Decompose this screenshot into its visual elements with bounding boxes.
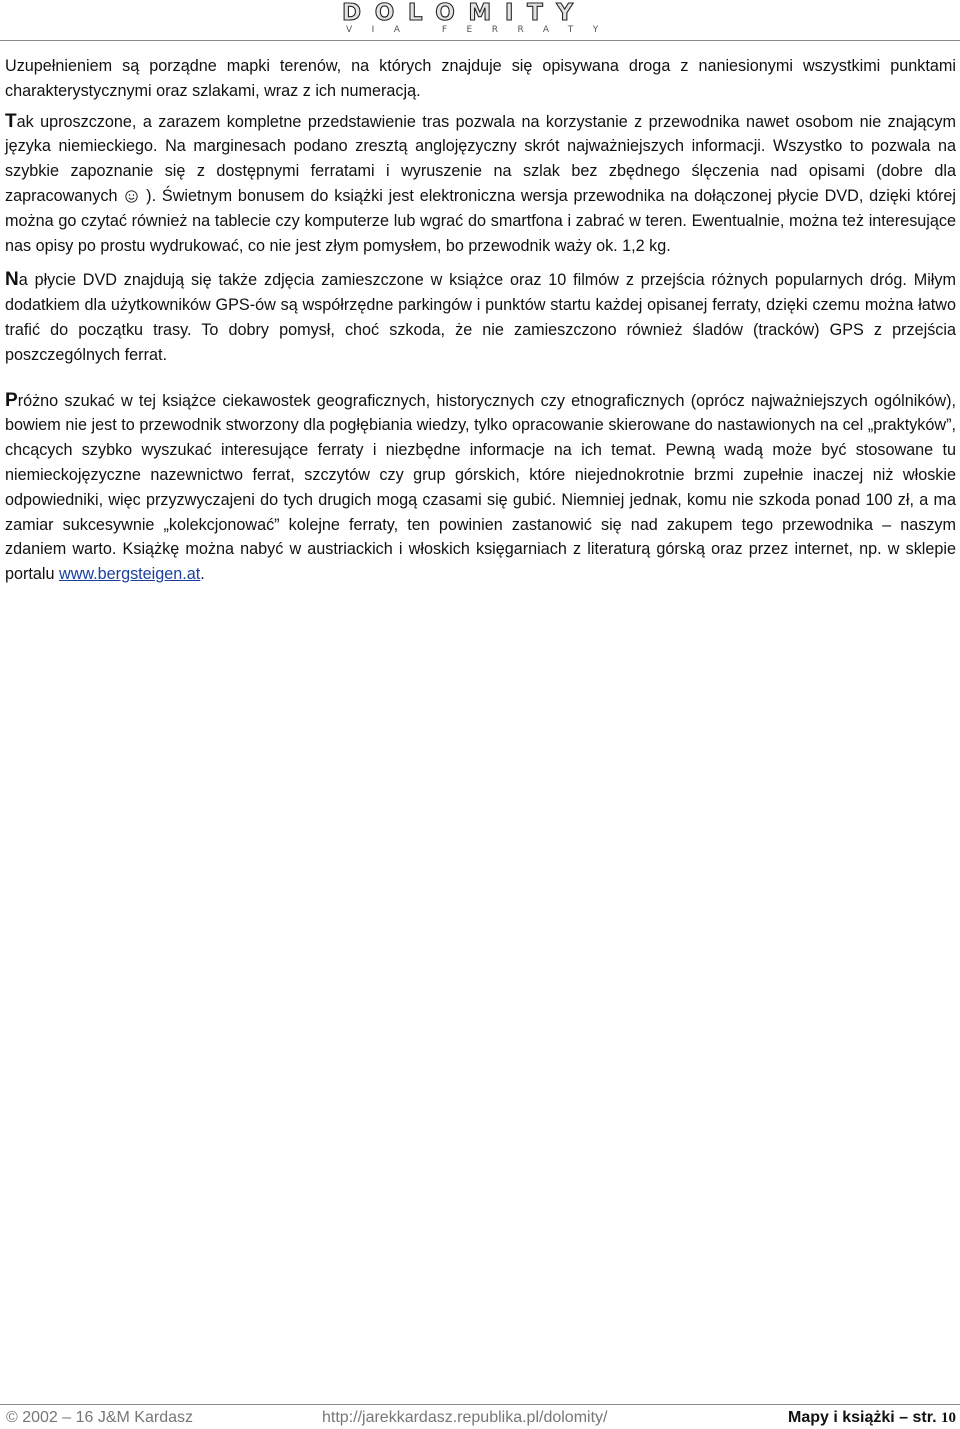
page-header	[0, 0, 960, 42]
paragraph-text: Uzupełnieniem są porządne mapki terenów, na których znajduje się opisywana droga z naniesionymi wszystkimi punktami charakterystycznymi oraz szlakami, wraz z ich numeracją.	[5, 57, 956, 100]
footer-section	[788, 1409, 956, 1427]
paragraph-4	[5, 389, 956, 587]
footer-copyright: © 2002 – 16 J&M Kardasz	[6, 1409, 193, 1426]
drop-initial: T	[5, 110, 17, 132]
footer-section-label: Mapy i książki – str.	[788, 1409, 937, 1426]
logo-subtitle: VIA FERRATY	[346, 25, 618, 35]
paragraph-text: .	[200, 565, 205, 584]
smiley-icon	[125, 190, 138, 203]
article-body	[5, 54, 956, 587]
footer-divider	[0, 1404, 960, 1405]
paragraph-3	[5, 268, 956, 367]
header-divider	[0, 40, 960, 41]
paragraph-text: a płycie DVD znajdują się także zdjęcia zamieszczone w książce oraz 10 filmów z przejścia różnych popularnych dróg. Miłym dodatkiem dla użytkowników GPS-ów są współrzędne parkingów i punktów startu każdej opisanej ferraty, dzięki czemu można łatwo trafić do początku trasy. To dobry pomysł, choć szkoda, że nie zamieszczono również śladów (tracków) GPS z przejścia poszczególnych ferrat.	[5, 271, 956, 364]
footer-page-number: 10	[941, 1410, 956, 1426]
paragraph-text: różno szukać w tej książce ciekawostek geograficznych, historycznych czy etnograficznych (oprócz najważniejszych ogólników), bowiem nie jest to przewodnik stworzony dla pogłębiania wiedzy, tylko opracowanie skierowane do nastawionych na cel „praktyków”, chcących szybko wyszukać interesujące ferraty i niezbędne informacje na ich temat. Pewną wadą może być stosowane tu niemieckojęzyczne nazewnictwo ferrat, szczytów czy grup górskich, które niejednokrotnie brzmi zupełnie inaczej niż włoskie odpowiedniki, więc przyzwyczajeni do tych drugich mogą czasami się gubić. Niemniej jednak, komu nie szkoda ponad 100 zł, a ma zamiar sukcesywnie „kolekcjonować” kolejne ferraty, ten powinien zastanowić się nad zakupem tego przewodnika – naszym zdaniem warto. Książkę można nabyć w austriackich i włoskich księgarniach z literaturą górską oraz przez internet, np. w sklepie portalu	[5, 391, 956, 584]
dolomity-logo	[342, 1, 622, 39]
paragraph-1	[5, 54, 956, 104]
bergsteigen-link[interactable]: www.bergsteigen.at	[59, 565, 201, 584]
logo-title: DOLOMITY	[342, 0, 587, 26]
drop-initial: N	[5, 269, 19, 291]
paragraph-2	[5, 110, 956, 259]
paragraph-text: ak uproszczone, a zarazem kompletne przedstawienie tras pozwala na korzystanie z przewodnika nawet osobom nie znającym języka niemieckiego. Na marginesach podano zresztą anglojęzyczny skrót najważniejszych informacji. Wszystko to pozwala na szybkie zapoznanie się z dostępnymi ferratami i wyruszenie na szlak bez zbędnego ślęczenia nad opisami (dobre dla zapracowanych	[5, 112, 956, 205]
paragraph-text: ). Świetnym bonusem do książki jest elektroniczna wersja przewodnika na dołączonej płycie DVD, dzięki której można go czytać również na tablecie czy komputerze lub wgrać do smartfona i zabrać w teren. Ewentualnie, można też interesujące nas opisy po prostu wydrukować, co nie jest złym pomysłem, bo przewodnik waży ok. 1,2 kg.	[5, 186, 956, 255]
page-footer	[0, 1404, 960, 1429]
footer-url: http://jarekkardasz.republika.pl/dolomity/	[322, 1409, 608, 1426]
drop-initial: P	[5, 389, 18, 411]
